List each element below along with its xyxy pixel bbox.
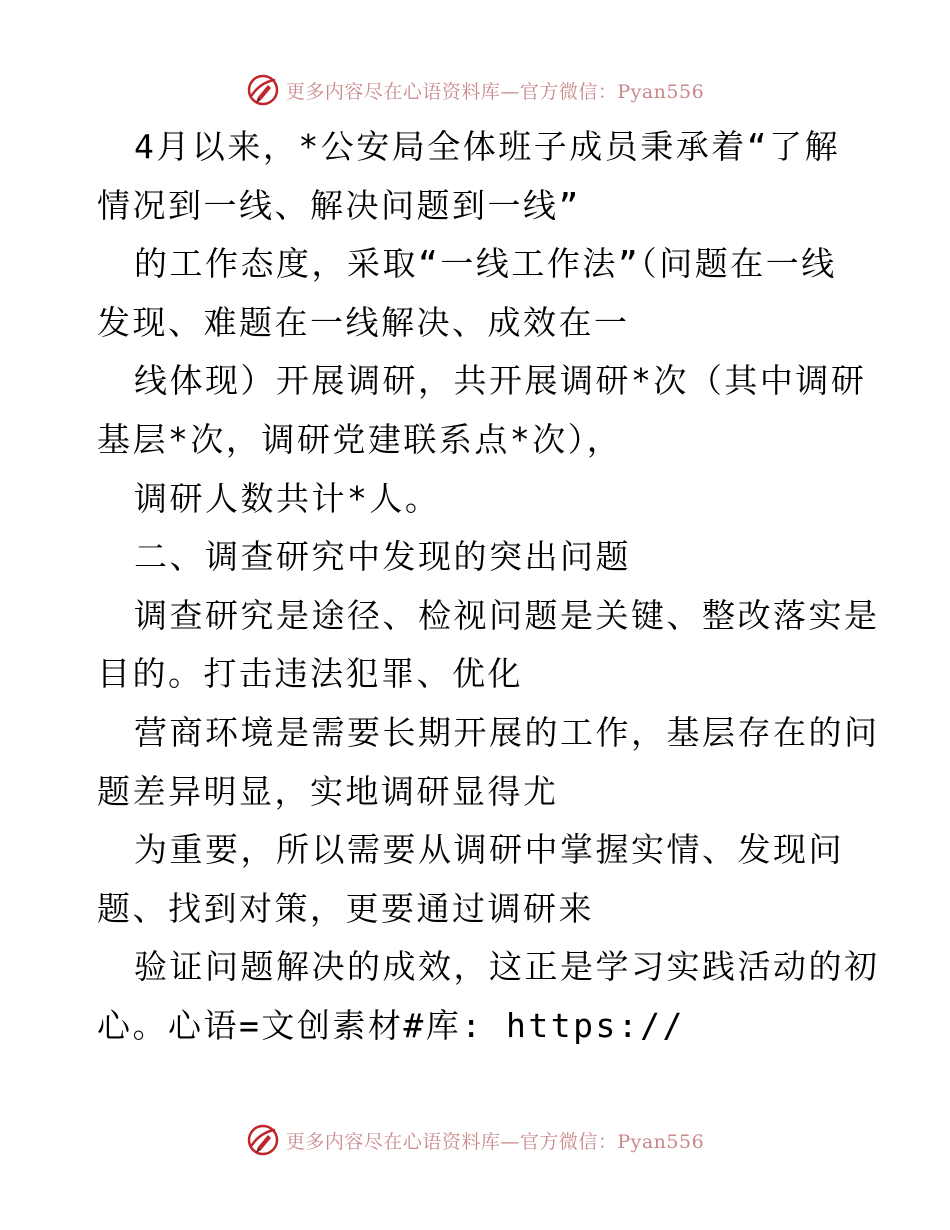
text-line: 调研人数共计*人。: [134, 478, 441, 518]
text-line: 调查研究是途径、检视问题是关键、整改落实是: [134, 595, 880, 635]
text-line: 题、找到对策，更要通过调研来: [97, 888, 594, 928]
watermark-header: [0, 72, 950, 108]
pen-circle-logo-icon: [246, 73, 280, 107]
text-line: 为重要，所以需要从调研中掌握实情、发现问: [134, 830, 844, 870]
document-body: [97, 118, 880, 1056]
watermark-footer: [0, 1122, 950, 1158]
text-line: 情况到一线、解决问题到一线”: [97, 185, 581, 225]
watermark-text: 更多内容尽在心语资料库—官方微信：Pyan556: [285, 1130, 705, 1153]
text-line: 目的。打击违法犯罪、优化: [97, 654, 523, 694]
text-line: 线体现）开展调研，共开展调研*次（其中调研: [134, 361, 867, 401]
text-line: 的工作态度，采取“一线工作法”（问题在一线: [134, 244, 837, 284]
section-heading: 二、调查研究中发现的突出问题: [134, 537, 631, 577]
text-line: 发现、难题在一线解决、成效在一: [97, 302, 630, 342]
pen-circle-logo-icon: [246, 1123, 280, 1157]
text-line: 营商环境是需要长期开展的工作，基层存在的问: [134, 712, 880, 752]
text-line: 题差异明显，实地调研显得尤: [97, 771, 559, 811]
text-line: 心。心语=文创素材#库: https://: [97, 1005, 685, 1045]
text-line: 4月以来，*公安局全体班子成员秉承着“了解: [134, 127, 841, 166]
text-line: 基层*次，调研党建联系点*次），: [97, 419, 623, 459]
text-line: 验证问题解决的成效，这正是学习实践活动的初: [134, 947, 880, 987]
watermark-text: 更多内容尽在心语资料库—官方微信：Pyan556: [285, 80, 705, 103]
